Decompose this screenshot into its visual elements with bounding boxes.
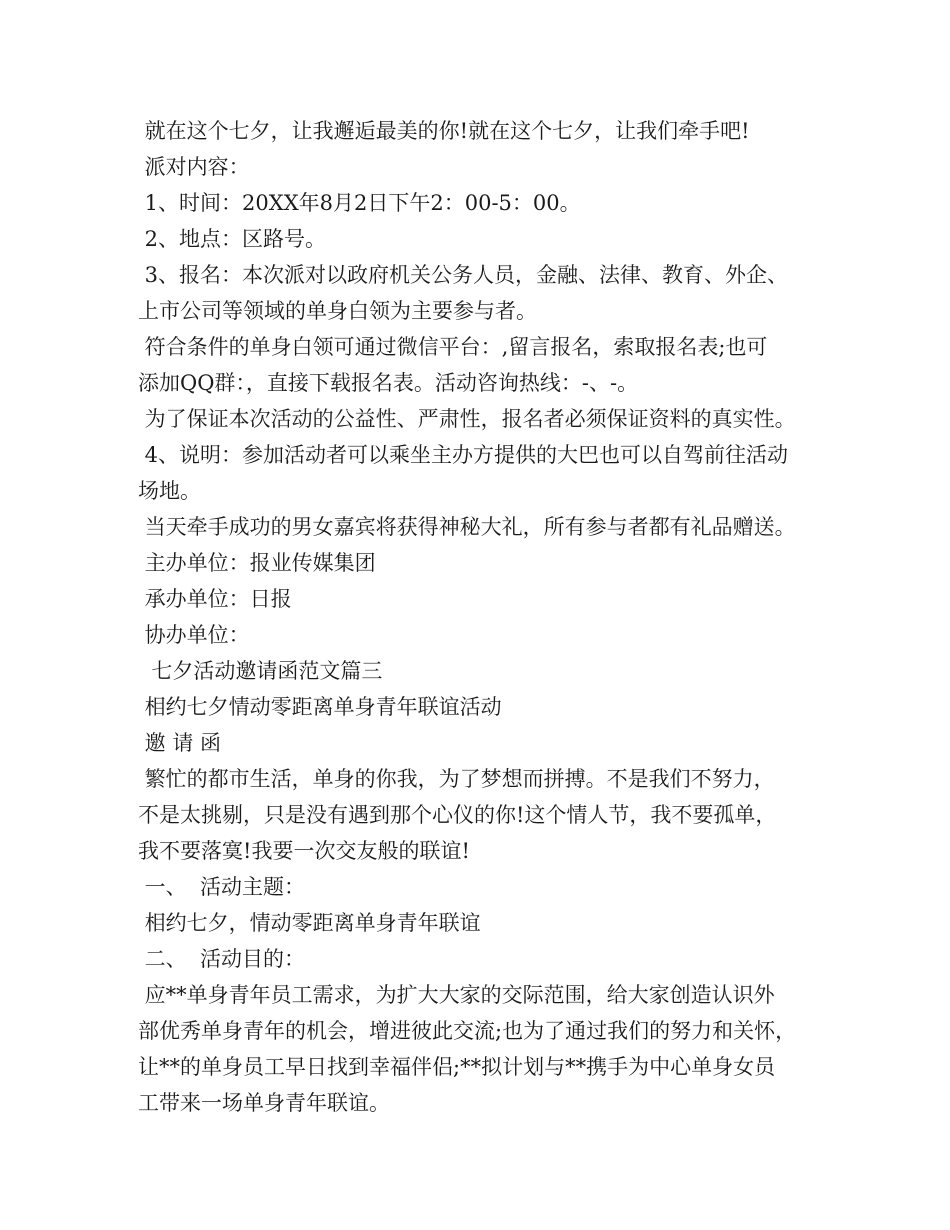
- text-line: 部优秀单身青年的机会，增进彼此交流;也为了通过我们的努力和关怀，: [138, 1019, 797, 1043]
- text-line-location: 2、地点：区路号。: [138, 227, 327, 251]
- text-line-notes: 4、说明：参加活动者可以乘坐主办方提供的大巴也可以自驾前往活动: [138, 443, 789, 467]
- invitation-heading: 邀 请 函: [138, 731, 222, 755]
- text-line-host: 承办单位：日报: [138, 587, 292, 611]
- text-line: 相约七夕，情动零距离单身青年联谊: [138, 911, 481, 935]
- text-line: 符合条件的单身白领可通过微信平台：,留言报名，索取报名表;也可: [138, 335, 768, 359]
- text-line: 我不要落寞!我要一次交友般的联谊!: [138, 839, 470, 863]
- text-line-organizer: 主办单位：报业传媒集团: [138, 551, 376, 575]
- text-line: 繁忙的都市生活，单身的你我，为了梦想而拼搏。不是我们不努力，: [138, 767, 775, 791]
- section-label-party-content: 派对内容：: [138, 155, 250, 179]
- text-line: 场地。: [138, 479, 201, 503]
- text-line: 上市公司等领域的单身白领为主要参与者。: [138, 299, 537, 323]
- text-line: 添加QQ群：，直接下载报名表。活动咨询热线：-、-。: [138, 371, 639, 395]
- text-line: 为了保证本次活动的公益性、严肃性，报名者必须保证资料的真实性。: [138, 407, 796, 431]
- text-line-registration: 3、报名：本次派对以政府机关公务人员，金融、法律、教育、外企、: [138, 263, 789, 287]
- event-title: 相约七夕情动零距离单身青年联谊活动: [138, 695, 502, 719]
- text-line: 就在这个七夕，让我邂逅最美的你!就在这个七夕，让我们牵手吧!: [138, 119, 750, 143]
- text-line: 应**单身青年员工需求，为扩大大家的交际范围，给大家创造认识外: [138, 983, 775, 1007]
- text-line: 工带来一场单身青年联谊。: [138, 1091, 390, 1115]
- section-heading: 七夕活动邀请函范文篇三: [138, 659, 383, 683]
- document-body: [138, 113, 838, 1121]
- section-label-theme: 一、 活动主题：: [138, 875, 306, 899]
- text-line: 当天牵手成功的男女嘉宾将获得神秘大礼，所有参与者都有礼品赠送。: [138, 515, 796, 539]
- section-label-purpose: 二、 活动目的：: [138, 947, 306, 971]
- text-line-time: 1、时间：20XX年8月2日下午2：00-5：00。: [138, 191, 581, 215]
- text-line: 不是太挑剔，只是没有遇到那个心仪的你!这个情人节，我不要孤单，: [138, 803, 777, 827]
- text-line-co-organizer: 协办单位：: [138, 623, 250, 647]
- text-line: 让**的单身员工早日找到幸福伴侣;**拟计划与**携手为中心单身女员: [138, 1055, 776, 1079]
